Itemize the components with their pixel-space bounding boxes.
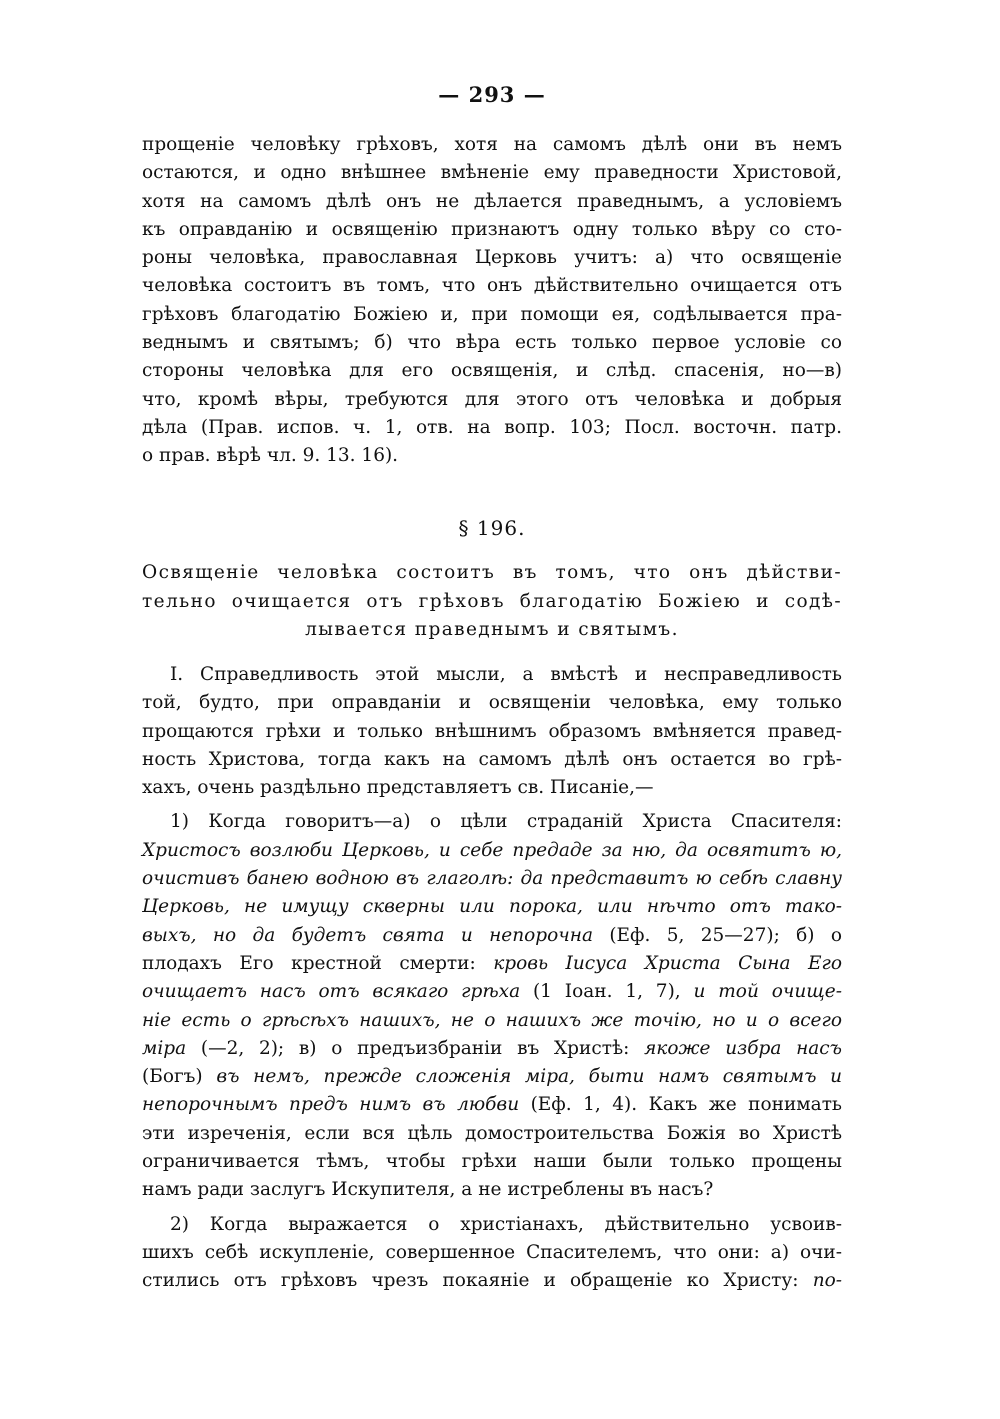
text-line: что, кромѣ вѣры, требуются для этого отъ человѣка и добрыя	[142, 388, 842, 410]
text-line: къ оправданію и освященію признаютъ одну только вѣру со сто-	[142, 218, 842, 240]
text-line: остаются, и одно внѣшнее вмѣненіе ему праведности Христовой,	[142, 162, 842, 184]
quote-text: якоже избра насъ	[644, 1037, 842, 1059]
quote-text: кровь Іисуса Христа Сына Его	[493, 952, 842, 974]
text-line: грѣховъ благодатію Божіею и, при помощи ея, содѣлывается пра-	[142, 303, 842, 325]
text-line	[142, 1035, 842, 1063]
text-line: дѣла (Прав. испов. ч. 1, отв. на вопр. 103; Посл. восточн. патр.	[142, 416, 842, 438]
book-page	[142, 0, 842, 1419]
reference-text: (Еф. 1, 4). Какъ же понимать	[519, 1094, 843, 1116]
quote-text: выхъ, но да будетъ свята и непорочна	[142, 924, 593, 946]
plain-text: (Богъ)	[142, 1066, 217, 1088]
text-line: 1) Когда говоритъ—а) о цѣли страданій Христа Спасителя:	[170, 811, 842, 833]
heading-line: Освященіе человѣка состоитъ въ томъ, что онъ дѣйстви-	[142, 562, 842, 583]
text-line: Христосъ возлюби Церковь, и себе предаде за ню, да освятитъ ю,	[142, 839, 842, 861]
text-line	[142, 922, 842, 950]
heading-line: тельно очищается отъ грѣховъ благодатію Божіею и содѣ-	[142, 590, 842, 612]
quote-text: непорочнымъ предъ нимъ въ любви	[142, 1094, 520, 1116]
text-line: шихъ себѣ искупленіе, совершенное Спасителемъ, что они: а) очи-	[142, 1241, 842, 1263]
quote-text: по-	[812, 1270, 842, 1292]
section-heading	[142, 559, 842, 645]
text-line: человѣка состоитъ въ томъ, что онъ дѣйствительно очищается отъ	[142, 275, 842, 297]
text-line: хахъ, очень раздѣльно представляетъ св. Писаніе,—	[142, 777, 654, 799]
text-line: эти изреченія, если вся цѣль домостроительства Божія во Христѣ	[142, 1122, 842, 1144]
plain-text: стились отъ грѣховъ чрезъ покаяніе и обращеніе ко Христу:	[142, 1270, 813, 1292]
text-line	[142, 950, 842, 978]
text-line	[142, 1267, 842, 1295]
text-line: ограничивается тѣмъ, чтобы грѣхи наши были только прощены	[142, 1151, 842, 1173]
section-number: § 196.	[458, 516, 526, 540]
text-line: намъ ради заслугъ Искупителя, а не истреблены въ насъ?	[142, 1179, 714, 1201]
text-line: ніе есть о грѣсѣхъ нашихъ, не о нашихъ же точію, но и о всего	[142, 1009, 842, 1031]
text-line: I. Справедливость этой мысли, а вмѣстѣ и несправедливость	[170, 664, 842, 685]
plain-text: плодахъ Его крестной смерти:	[142, 952, 494, 974]
text-line: о прав. вѣрѣ чл. 9. 13. 16).	[142, 445, 399, 467]
reference-text: (Еф. 5, 25—27); б) о	[592, 924, 842, 946]
quote-text: и той очище-	[693, 981, 842, 1003]
intro-paragraph	[142, 131, 842, 471]
quote-text: въ немъ, прежде сложенія міра, быти намъ святымъ и	[216, 1066, 843, 1088]
text-line	[142, 978, 842, 1006]
text-line: 2) Когда выражается о христіанахъ, дѣйствительно усвоив-	[170, 1213, 842, 1235]
text-line: ность Христова, тогда какъ на самомъ дѣлѣ онъ остается во грѣ-	[142, 748, 842, 770]
text-line: той, будто, при оправданіи и освященіи человѣка, ему только	[142, 692, 842, 714]
quote-text: очищаетъ насъ отъ всякаго грѣха	[142, 981, 521, 1003]
text-line: хотя на самомъ дѣлѣ онъ не дѣлается праведнымъ, а условіемъ	[142, 190, 842, 212]
text-line: очистивъ банею водною въ глаголѣ: да представитъ ю себѣ славну	[142, 868, 842, 890]
reference-text: (1 Іоан. 1, 7),	[520, 981, 694, 1003]
text-line: стороны человѣка для его освященія, и слѣд. спасенія, но—в)	[142, 360, 842, 382]
text-line: прощаются грѣхи и только внѣшнимъ образомъ вмѣняется правед-	[142, 720, 842, 742]
body-text	[142, 661, 842, 1296]
heading-line: лывается праведнымъ и святымъ.	[305, 619, 679, 640]
text-line	[142, 1091, 842, 1119]
reference-text: (—2, 2); в) о предъизбраніи въ Христѣ:	[186, 1037, 645, 1059]
text-line: роны человѣка, православная Церковь учитъ: а) что освященіе	[142, 247, 842, 269]
text-line: веднымъ и святымъ; б) что вѣра есть только первое условіе со	[142, 332, 842, 354]
text-line: Церковь, не имущу скверны или порока, или нѣчто отъ тако-	[142, 896, 842, 918]
text-line	[142, 1063, 842, 1091]
text-line: прощеніе человѣку грѣховъ, хотя на самомъ дѣлѣ они въ немъ	[142, 134, 842, 155]
quote-text: міра	[142, 1037, 187, 1059]
page-number: — 293 —	[438, 82, 546, 107]
